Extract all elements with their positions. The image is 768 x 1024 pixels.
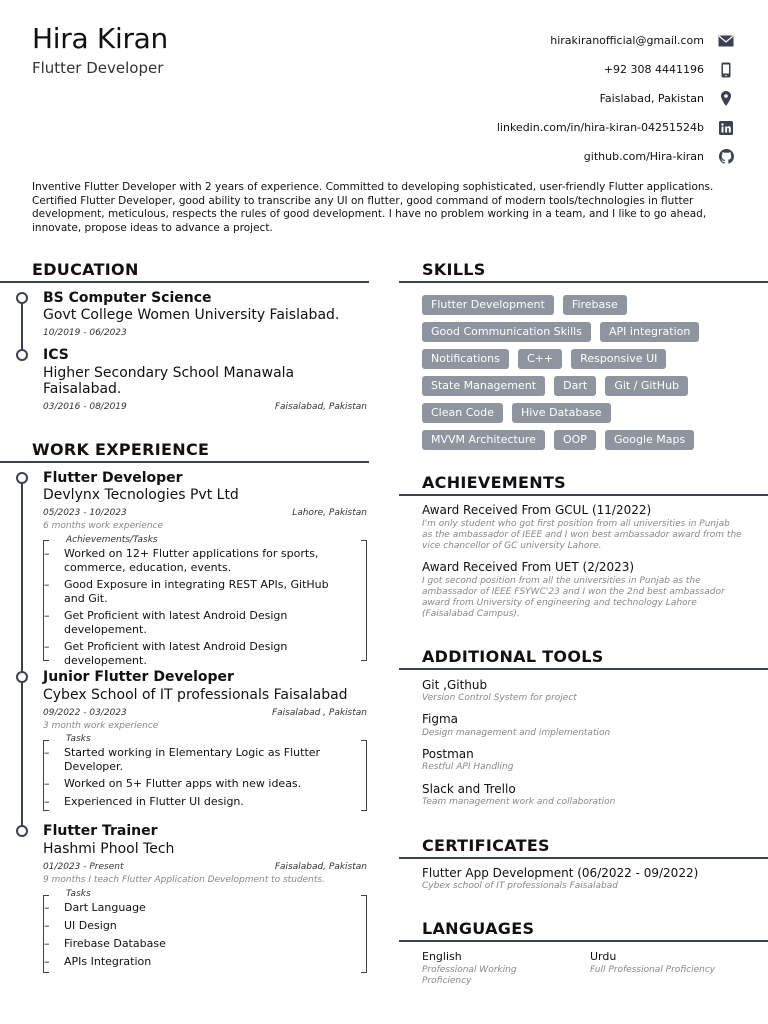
language-name: Urdu [590,950,617,963]
education-school: Higher Secondary School Manawala Faisalabad. [43,365,295,397]
task-list [44,746,344,808]
skills-row [422,401,742,423]
education-dates: 10/2019 - 06/2023 [43,328,127,338]
education-degree: ICS [43,347,69,363]
location-text: Faislabad, Pakistan [599,92,704,105]
task-item: – Get Proficient with latest Android Design developement. [44,609,288,636]
contact-phone[interactable] [318,55,738,84]
achievements-heading: ACHIEVEMENTS [422,473,566,492]
task-list [44,547,344,667]
skills-row [422,374,742,396]
achievement-title: Award Received From GCUL (11/2022) [422,503,652,517]
achievement-title: Award Received From UET (2/2023) [422,560,635,574]
task-item: – Good Exposure in integrating REST APIs, GitHub and Git. [44,578,329,605]
task-item: – Dart Language [44,901,146,914]
email-text: hirakiranofficial@gmail.com [550,34,704,47]
tool-name: Git ,Github [422,678,488,692]
skill-chip: Firebase [563,295,627,315]
education-divider [0,281,369,283]
person-role: Flutter Developer [32,59,164,77]
tools-heading: ADDITIONAL TOOLS [422,647,604,666]
education-school: Govt College Women University Faislabad. [43,307,340,323]
tasks-label: Achievements/Tasks [66,535,158,545]
contact-linkedin[interactable] [318,113,738,142]
job-location: Faisalabad , Pakistan [271,708,367,718]
linkedin-text: linkedin.com/in/hira-kiran-04251524b [496,121,704,134]
education-heading: EDUCATION [32,260,139,279]
task-bracket-right [361,740,367,811]
tool-name: Postman [422,747,474,761]
work-heading: WORK EXPERIENCE [32,440,210,459]
job-dates: 05/2023 - 10/2023 [43,508,127,518]
languages-heading: LANGUAGES [422,919,535,938]
linkedin-icon [714,120,738,136]
task-bracket-right [361,895,367,973]
job-location: Lahore, Pakistan [292,508,367,518]
task-item: – Get Proficient with latest Android Design developement. [44,640,288,667]
skill-chip: Google Maps [605,430,694,450]
tool-desc: Design management and implementation [422,728,611,738]
skill-chip: Git / GitHub [605,376,688,396]
skill-chip: Notifications [422,349,509,369]
skills-row [422,347,742,369]
skill-chip: Good Communication Skills [422,322,591,342]
certificates-divider [399,857,768,859]
task-item: – Experienced in Flutter UI design. [44,794,244,808]
skill-chip: Dart [554,376,596,396]
contact-email[interactable] [318,26,738,55]
contact-list [318,26,738,171]
skill-chip: MVVM Architecture [422,430,545,450]
job-company: Cybex School of IT professionals Faisalabad [43,687,348,703]
languages-divider [399,940,768,942]
person-name: Hira Kiran [32,22,168,55]
job-dates: 09/2022 - 03/2023 [43,708,127,718]
skill-chip: API integration [600,322,699,342]
envelope-icon [714,33,738,49]
education-degree: BS Computer Science [43,290,212,306]
tool-name: Figma [422,712,459,726]
task-item: – Firebase Database [44,937,166,950]
tasks-label: Tasks [66,734,91,744]
skill-chip: State Management [422,376,545,396]
certificate-desc: Cybex school of IT professionals Faisalabad [422,881,618,891]
timeline-dot [16,349,28,361]
profile-summary: Inventive Flutter Developer with 2 years of experience. Committed to developing sophisticated, user-friendly Flutter applications. Certified Flutter Developer, good ability to transcribe any UI on flutter, good command of modern tools/technologies in flutter development, meticulous, respects the rules of good development. I have no problem working in a team, and I like to go ahead, innovate, propose ideas to advance a project. [32,181,714,234]
phone-text: +92 308 4441196 [603,63,704,76]
github-icon [714,149,738,165]
job-location: Faisalabad, Pakistan [274,862,367,872]
phone-icon [714,62,738,78]
job-dates: 01/2023 - Present [43,862,124,872]
github-text: github.com/Hira-kiran [583,150,704,163]
location-pin-icon [714,91,738,107]
skills-row [422,293,742,315]
skills-row [422,428,742,450]
tasks-label: Tasks [66,889,91,899]
language-level: Full Professional Proficiency [590,965,716,975]
tool-desc: Team management work and collaboration [422,797,616,807]
tool-name: Slack and Trello [422,782,516,796]
job-title: Junior Flutter Developer [43,669,234,685]
skill-chip: Clean Code [422,403,503,423]
education-dates: 03/2016 - 08/2019 [43,402,127,412]
skill-chip: C++ [518,349,562,369]
work-divider [0,461,369,463]
task-item: – Worked on 12+ Flutter applications for sports, commerce, education, events. [44,547,319,574]
timeline-dot [16,671,28,683]
job-note: 6 months work experience [43,521,164,531]
job-note: 9 months I teach Flutter Application Development to students. [43,875,325,885]
achievements-divider [399,494,768,496]
task-bracket-right [361,540,367,661]
skills-list [422,293,742,450]
contact-github[interactable] [318,142,738,171]
achievement-desc: I got second position from all the universities in Punjab as the ambassador of IEEE FSYWC'23 and I won the 2nd best ambassador award from University of engineering and technology Lahore (Faisalabad Campus). [422,576,725,619]
task-item: – Started working in Elementary Logic as Flutter Developer. [44,746,321,773]
certificate-name: Flutter App Development (06/2022 - 09/2022) [422,866,699,880]
timeline-dot [16,292,28,304]
job-title: Flutter Developer [43,470,183,486]
skills-divider [399,281,768,283]
timeline-dot [16,825,28,837]
timeline-dot [16,472,28,484]
language-level: Professional Working Proficiency [422,965,517,986]
job-company: Devlynx Tecnologies Pvt Ltd [43,487,239,503]
skill-chip: Responsive UI [571,349,666,369]
skill-chip: Flutter Development [422,295,554,315]
job-title: Flutter Trainer [43,823,158,839]
education-location: Faisalabad, Pakistan [274,402,367,412]
certificates-heading: CERTIFICATES [422,836,550,855]
task-item: – UI Design [44,919,117,932]
skills-row [422,320,742,342]
language-name: English [422,950,462,963]
task-item: – APIs Integration [44,955,152,968]
achievement-desc: I'm only student who got first position from all universities in Punjab as the ambassador of IEEE and I won best ambassador award from the vice chancellor of GC university Lahore. [422,519,742,551]
job-company: Hashmi Phool Tech [43,841,175,857]
contact-location [318,84,738,113]
task-item: – Worked on 5+ Flutter apps with new ideas. [44,777,302,790]
tools-divider [399,668,768,670]
tool-desc: Restful API Handling [422,762,514,772]
skill-chip: Hive Database [512,403,611,423]
task-list [44,901,344,969]
job-note: 3 month work experience [43,721,159,731]
work-timeline-line [21,478,23,833]
skills-heading: SKILLS [422,260,486,279]
skill-chip: OOP [554,430,596,450]
tool-desc: Version Control System for project [422,693,577,703]
